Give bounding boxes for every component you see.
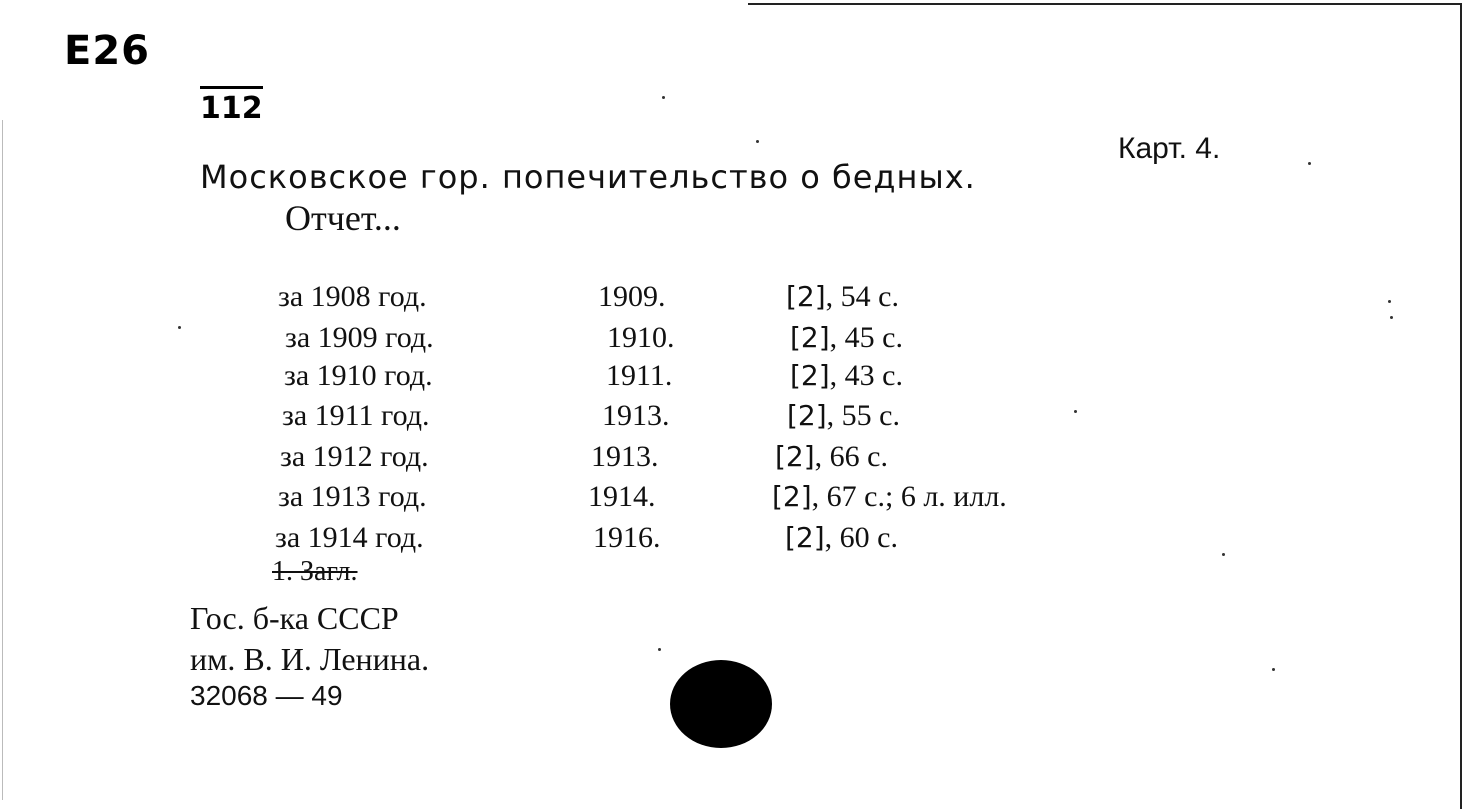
scan-speck (1222, 553, 1225, 556)
entry-bracket: [2] (785, 521, 825, 554)
entry-label: за 1913 год. (278, 480, 427, 513)
entry-pages: , 55 с. (826, 399, 900, 432)
card-number: Карт. 4. (1118, 132, 1221, 165)
library-line-1: Гос. б-ка СССР (190, 600, 399, 636)
scan-speck (658, 648, 661, 651)
card-top-border (748, 3, 1462, 5)
entry-pages: , 54 с. (825, 280, 899, 313)
entry-pub-year: 1909. (598, 280, 666, 313)
scan-speck (1388, 300, 1391, 303)
library-line-3: 32068 — 49 (190, 680, 343, 711)
scan-speck (1074, 410, 1077, 413)
scan-speck (178, 326, 181, 329)
punch-hole (670, 660, 772, 748)
entry-description (775, 440, 888, 474)
entry-bracket: [2] (787, 399, 827, 432)
card-right-border (1460, 3, 1462, 809)
shelf-mark: E26 (64, 28, 150, 74)
entry-label: за 1914 год. (275, 521, 424, 554)
entry-label: за 1908 год. (278, 280, 427, 313)
scan-speck (662, 96, 665, 99)
struck-note: 1. Загл. (272, 556, 358, 587)
entry-bracket: [2] (790, 321, 830, 354)
entry-description (787, 399, 900, 433)
entry-bracket: [2] (772, 480, 812, 513)
entry-label: за 1910 год. (284, 359, 433, 392)
card-heading: Московское гор. попечительство о бедных. (200, 158, 976, 196)
entry-label: за 1912 год. (280, 440, 429, 473)
entry-description (786, 280, 899, 314)
entry-bracket: [2] (790, 359, 830, 392)
entry-pages: , 43 с. (829, 359, 903, 392)
scan-speck (1272, 668, 1275, 671)
entry-description (785, 521, 898, 555)
scan-speck (1308, 162, 1311, 165)
scan-speck (756, 140, 759, 143)
entry-bracket: [2] (786, 280, 826, 313)
entry-description (790, 359, 903, 393)
entry-label: за 1911 год. (282, 399, 430, 432)
entry-pages: , 67 с.; 6 л. илл. (811, 480, 1007, 513)
entry-pub-year: 1916. (593, 521, 661, 554)
entry-description (772, 480, 1007, 514)
card-subheading: Отчет... (285, 198, 401, 238)
entry-pub-year: 1910. (607, 321, 675, 354)
scan-speck (1390, 316, 1393, 319)
entry-pub-year: 1914. (588, 480, 656, 513)
entry-pub-year: 1913. (602, 399, 670, 432)
entry-pages: , 66 с. (814, 440, 888, 473)
entry-pages: , 60 с. (824, 521, 898, 554)
shelf-mark-sub: 112 (200, 86, 263, 126)
entry-pub-year: 1911. (606, 359, 673, 392)
entry-pages: , 45 с. (829, 321, 903, 354)
card-left-border (2, 120, 3, 800)
entry-label: за 1909 год. (285, 321, 434, 354)
entry-pub-year: 1913. (591, 440, 659, 473)
entry-description (790, 321, 903, 355)
entry-bracket: [2] (775, 440, 815, 473)
library-line-2: им. В. И. Ленина. (190, 641, 430, 677)
